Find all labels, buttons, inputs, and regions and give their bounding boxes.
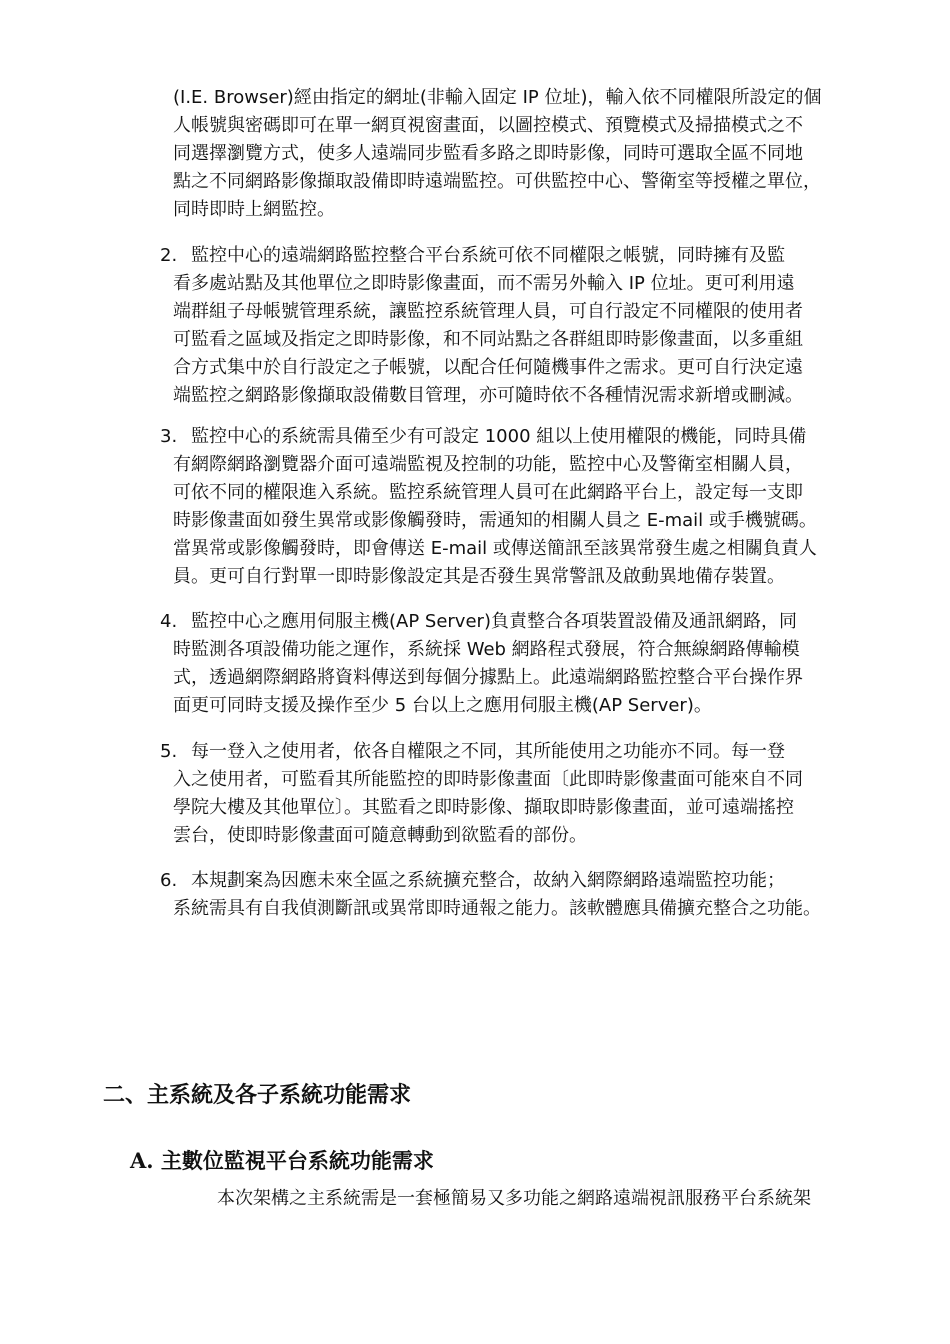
- list-item: [160, 738, 860, 850]
- list-item-text: 監控中心的系統需具備至少有可設定 1000 組以上使用權限的機能，同時具備 有網際網路瀏覽器介面可遠端監視及控制的功能，監控中心及警衛室相關人員， 可依不同的權限進入系統。監控系統管理人員可在此網路平台上，設定每一支即 時影像畫面如發生異常或影像觸發時，需通知的相關人員之 E-mail 或手機號碼。 當異常或影像觸發時，即會傳送 E-mail 或傳送簡訊至該異常發生處之相關負責人 員。更可自行對單一即時影像設定其是否發生異常警訊及啟動異地備存裝置。: [173, 426, 817, 587]
- list-item: [160, 608, 860, 720]
- list-item-number: 6.: [160, 870, 178, 891]
- subsection-heading: A. 主數位監視平台系統功能需求: [130, 1148, 434, 1173]
- list-item-text: 每一登入之使用者，依各自權限之不同，其所能使用之功能亦不同。每一登 入之使用者，可監看其所能監控的即時影像畫面〔此即時影像畫面可能來自不同 學院大樓及其他單位〕。其監看之即時影像、擷取即時影像畫面，並可遠端搖控 雲台，使即時影像畫面可隨意轉動到欲監看的部份。: [173, 741, 803, 846]
- list-item-number: 5.: [160, 741, 178, 762]
- list-item: [160, 242, 860, 410]
- intro-paragraph: (I.E. Browser)經由指定的網址(非輸入固定 IP 位址)，輸入依不同權限所設定的個 人帳號與密碼即可在單一網頁視窗畫面，以圖控模式、預覽模式及掃描模式之不 同選擇瀏覽方式，使多人遠端同步監看多路之即時影像，同時可選取全區不同地 點之不同網路影像擷取設備即時遠端監控。可供監控中心、警衛室等授權之單位， 同時即時上網監控。: [173, 87, 822, 220]
- list-item-number: 4.: [160, 611, 178, 632]
- list-item-text: 監控中心之應用伺服主機(AP Server)負責整合各項裝置設備及通訊網路，同 時監測各項設備功能之運作，系統採 Web 網路程式發展，符合無線網路傳輸模 式，透過網際網路將資料傳送到每個分據點上。此遠端網路監控整合平台操作界 面更可同時支援及操作至少 5 台以上之應用伺服主機(AP Server)。: [173, 611, 803, 716]
- list-item-text: 本規劃案為因應未來全區之系統擴充整合，故納入網際網路遠端監控功能； 系統需具有自我偵測斷訊或異常即時通報之能力。該軟體應具備擴充整合之功能。: [173, 870, 821, 919]
- section-heading: 二、主系統及各子系統功能需求: [103, 1082, 412, 1108]
- list-item: [160, 867, 860, 923]
- subsection-paragraph: 本次架構之主系統需是一套極簡易又多功能之網路遠端視訊服務平台系統架: [217, 1188, 811, 1209]
- list-item-text: 監控中心的遠端網路監控整合平台系統可依不同權限之帳號，同時擁有及監 看多處站點及其他單位之即時影像畫面，而不需另外輸入 IP 位址。更可利用遠 端群組子母帳號管理系統，讓監控系統管理人員，可自行設定不同權限的使用者 可監看之區域及指定之即時影像，和不同站點之各群組即時影像畫面，以多重組 合方式集中於自行設定之子帳號，以配合任何隨機事件之需求。更可自行決定遠 端監控之網路影像擷取設備數目管理，亦可隨時依不各種情況需求新增或刪減。: [173, 245, 803, 406]
- list-item: [160, 423, 860, 591]
- list-item-number: 2.: [160, 245, 178, 266]
- list-item-number: 3.: [160, 426, 178, 447]
